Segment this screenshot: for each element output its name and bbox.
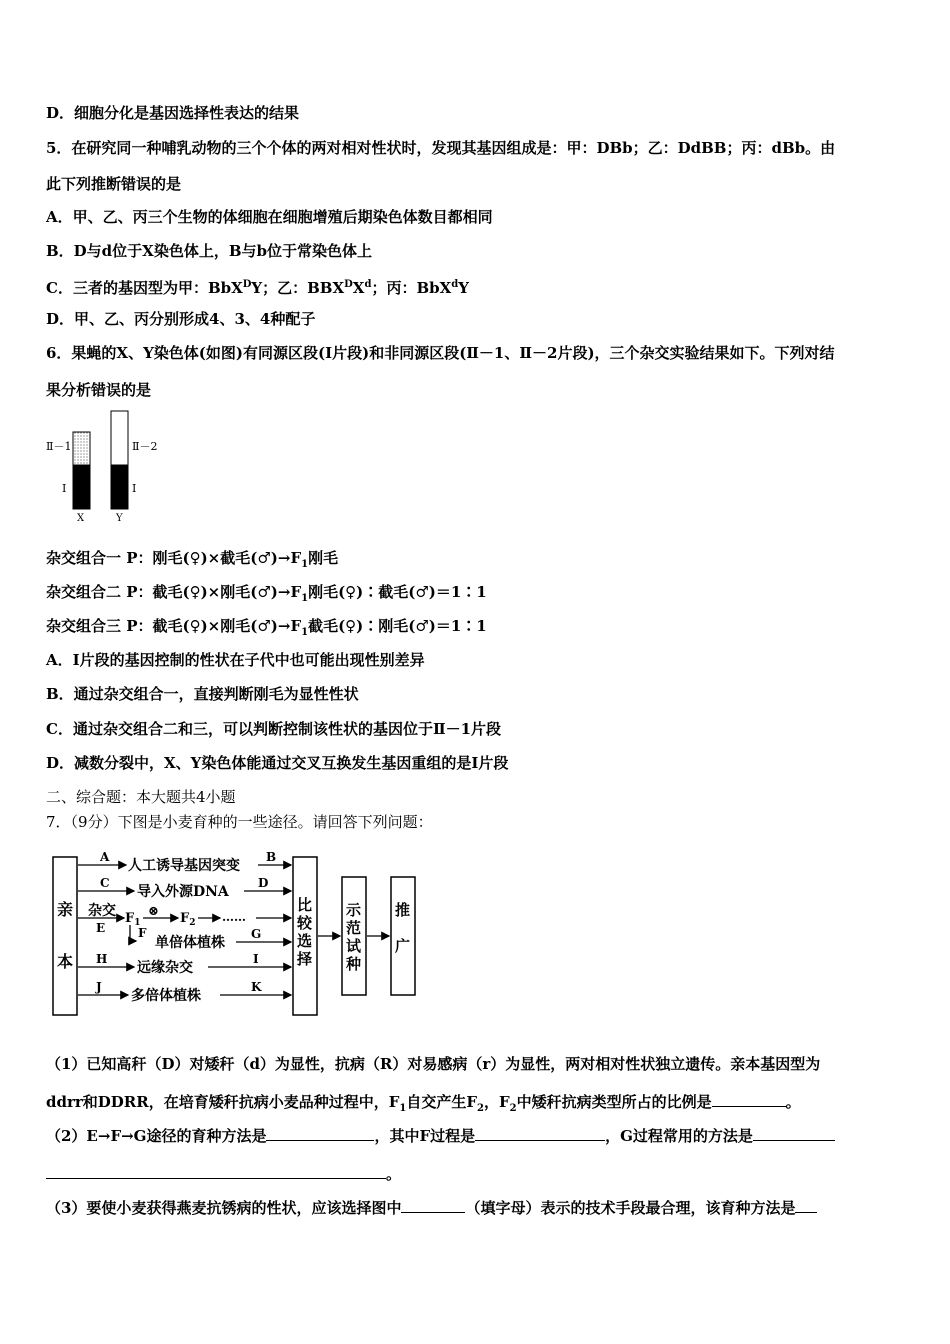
promote-char-1: 推 bbox=[395, 901, 411, 919]
label-y: Y bbox=[116, 513, 123, 524]
q7-part1-line2: ddrr和DDRR，在培育矮秆抗病小麦品种过程中，$F_1$自交产生$F_2$，$F_2$中矮秆抗病类型所占的比例是 。 bbox=[46, 1093, 801, 1114]
compare-char-1: 比 bbox=[297, 896, 313, 914]
label-x: X bbox=[77, 513, 85, 524]
text-f2: $F_2$ bbox=[180, 911, 196, 928]
compare-char-4: 择 bbox=[297, 950, 313, 968]
label-g: G bbox=[251, 927, 262, 941]
text-f: 单倍体植株 bbox=[155, 935, 225, 951]
answer-blank-5[interactable] bbox=[46, 1164, 386, 1179]
label-ii2: Ⅱ－2 bbox=[132, 440, 158, 453]
answer-blank-6[interactable] bbox=[401, 1198, 465, 1213]
label-c: C bbox=[100, 876, 110, 890]
q5-stem-line1: 5．在研究同一种哺乳动物的三个个体的两对相对性状时，发现其基因组成是：甲：DBb；乙：DdBB；丙：dBb。由 bbox=[46, 139, 836, 157]
demo-char-1: 示 bbox=[346, 901, 362, 919]
q7-part3: （3）要使小麦获得燕麦抗锈病的性状，应该选择图中 （填字母）表示的技术手段最合理，该育种方法是 bbox=[46, 1198, 817, 1218]
answer-blank-1[interactable] bbox=[712, 1092, 786, 1107]
promote-box bbox=[391, 877, 415, 995]
label-ii1: Ⅱ－1 bbox=[46, 440, 72, 453]
text-c: 导入外源DNA bbox=[137, 884, 229, 900]
q5-option-d: D．甲、乙、丙分别形成4、3、4种配子 bbox=[46, 310, 316, 328]
q6-cross-2: 杂交组合二 P：截毛(♀)×刚毛$(♂)\to F_1$刚毛(♀)∶截毛(♂)＝1∶1 bbox=[46, 583, 487, 604]
parent-char-2: 本 bbox=[57, 952, 74, 971]
text-a: 人工诱导基因突变 bbox=[128, 858, 240, 874]
compare-char-2: 较 bbox=[297, 914, 313, 932]
q6-option-a: A．Ⅰ片段的基因控制的性状在子代中也可能出现性别差异 bbox=[46, 651, 425, 669]
self-cross-icon: ⊗ bbox=[148, 904, 159, 919]
q7-part2-line2: 。 bbox=[46, 1164, 401, 1184]
section-2-heading: 二、综合题：本大题共4小题 bbox=[46, 788, 236, 806]
answer-blank-2[interactable] bbox=[266, 1126, 374, 1141]
label-k: K bbox=[251, 980, 262, 994]
x-chromosome-i-segment bbox=[73, 465, 90, 509]
label-d: D bbox=[258, 876, 269, 890]
label-e: E bbox=[96, 921, 106, 935]
q7-part1-line1: （1）已知高秆（D）对矮秆（d）为显性，抗病（R）对易感病（r）为显性，两对相对性状独立遗传。亲本基因型为 bbox=[46, 1055, 821, 1073]
answer-blank-4[interactable] bbox=[753, 1126, 835, 1141]
answer-blank-7[interactable] bbox=[795, 1198, 817, 1213]
q6-option-c: C．通过杂交组合二和三，可以判断控制该性状的基因位于Ⅱ－1片段 bbox=[46, 720, 502, 738]
text-j: 多倍体植株 bbox=[131, 988, 201, 1004]
x-chromosome-ii1-segment bbox=[73, 432, 90, 465]
label-i: I bbox=[253, 952, 259, 966]
text-hybrid: 杂交 bbox=[88, 903, 116, 919]
q6-option-b: B．通过杂交组合一，直接判断刚毛为显性性状 bbox=[46, 685, 359, 703]
label-i-right: Ⅰ bbox=[132, 482, 137, 495]
answer-blank-3[interactable] bbox=[475, 1126, 605, 1141]
parent-char-1: 亲 bbox=[57, 900, 74, 919]
demo-char-3: 试 bbox=[346, 937, 362, 955]
y-chromosome-i-segment bbox=[111, 465, 128, 509]
demo-char-4: 种 bbox=[346, 955, 362, 973]
label-i-left: Ⅰ bbox=[62, 482, 67, 495]
label-h: H bbox=[96, 952, 108, 966]
q6-cross-3: 杂交组合三 P：截毛(♀)×刚毛$(♂)\to F_1$截毛(♀)∶刚毛(♂)＝1∶1 bbox=[46, 617, 487, 638]
q6-option-d: D．减数分裂中，X、Y染色体能通过交叉互换发生基因重组的是Ⅰ片段 bbox=[46, 754, 509, 772]
parent-box bbox=[53, 857, 77, 1015]
q6-cross-1: 杂交组合一 P：刚毛(♀)×截毛$(♂)\to F_1$刚毛 bbox=[46, 549, 339, 570]
q4-option-d: D．细胞分化是基因选择性表达的结果 bbox=[46, 104, 300, 122]
y-chromosome-ii2-segment bbox=[111, 411, 128, 465]
label-j: J bbox=[96, 980, 102, 994]
breeding-pathway-diagram bbox=[48, 845, 418, 1020]
label-f: F bbox=[138, 926, 147, 940]
q7-part2-line1: （2）E→F→G途径的育种方法是 ，其中F过程是 ，G过程常用的方法是 bbox=[46, 1126, 835, 1146]
demo-char-2: 范 bbox=[346, 919, 362, 937]
compare-char-3: 选 bbox=[297, 932, 313, 950]
text-h: 远缘杂交 bbox=[137, 960, 193, 976]
q6-stem-line2: 果分析错误的是 bbox=[46, 381, 152, 399]
promote-char-2: 广 bbox=[395, 937, 411, 955]
q5-option-a: A．甲、乙、丙三个生物的体细胞在细胞增殖后期染色体数目都相同 bbox=[46, 208, 493, 226]
label-b: B bbox=[266, 850, 277, 864]
label-a: A bbox=[100, 850, 110, 864]
q5-stem-line2: 此下列推断错误的是 bbox=[46, 175, 182, 193]
xy-chromosome-figure bbox=[44, 408, 174, 526]
q5-option-b: B．D与d位于X染色体上，B与b位于常染色体上 bbox=[46, 242, 372, 260]
q5-option-c: C．三者的基因型为甲：BbX$^D$Y；乙：$BBX^DX^d$；丙：BbX$^d$Y bbox=[46, 279, 469, 297]
q6-stem-line1: 6．果蝇的X、Y染色体(如图)有同源区段(Ⅰ片段)和非同源区段(Ⅱ－1、Ⅱ－2片段)，三个杂交实验结果如下。下列对结 bbox=[46, 344, 835, 362]
q7-stem: 7．（9分）下图是小麦育种的一些途径。请回答下列问题： bbox=[46, 813, 433, 831]
text-dots: …… bbox=[222, 910, 246, 924]
text-f1: $F_1$ bbox=[125, 911, 141, 928]
